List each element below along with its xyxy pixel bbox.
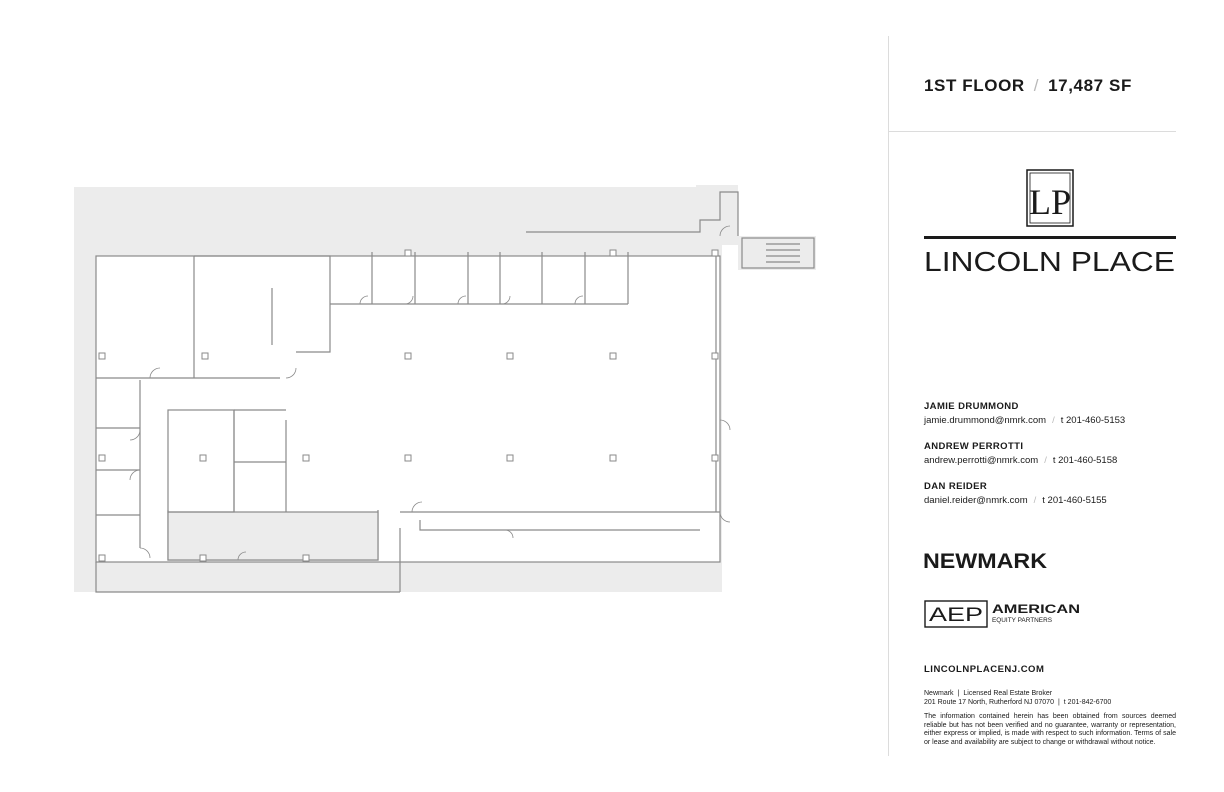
heading-divider: [888, 131, 1176, 132]
contact-separator: /: [1044, 455, 1047, 466]
website-link[interactable]: LINCOLNPLACENJ.COM: [924, 664, 1045, 675]
broker-pipe: |: [957, 690, 960, 697]
floor-plan: [60, 180, 830, 610]
newmark-logo: [922, 547, 1052, 573]
contact-separator: /: [1052, 415, 1055, 426]
broker-phone: t 201-842-6700: [1063, 699, 1112, 706]
aep-name-line1: AMERICAN: [992, 602, 1080, 616]
sidebar-divider: [888, 36, 889, 756]
contact-email[interactable]: andrew.perrotti@nmrk.com: [924, 455, 1039, 466]
contact-card: [924, 400, 1184, 428]
disclaimer: The information contained herein has been obtained from sources deemed reliable but has not been verified and no guarantee, warranty or representation, either express or implied, is made with respect to such information. Terms of sale or lease and availability are subject to change or withdrawal without notice.: [924, 713, 1176, 746]
broker-company: Newmark: [924, 690, 954, 697]
aep-mark: AEP: [929, 605, 983, 626]
contact-card: [924, 440, 1184, 468]
lincoln-place-logo: [924, 168, 1176, 278]
floor-label: 1ST FLOOR: [924, 76, 1025, 95]
heading-separator: /: [1033, 76, 1040, 95]
lp-monogram: LP: [1028, 182, 1072, 222]
lincoln-place-name: LINCOLN PLACE: [924, 246, 1175, 277]
broker-license: Licensed Real Estate Broker: [963, 690, 1053, 697]
contact-separator: /: [1033, 495, 1037, 506]
contact-card: [924, 480, 1184, 508]
lp-monogram-icon: [1027, 170, 1073, 226]
broker-info: [924, 689, 1111, 707]
contact-phone: t 201-460-5158: [1052, 455, 1118, 466]
newmark-wordmark: NEWMARK: [923, 550, 1047, 573]
contact-name: DAN REIDER: [924, 481, 988, 492]
floor-heading: [924, 76, 1132, 96]
contact-name: ANDREW PERROTTI: [924, 441, 1024, 452]
broker-address: 201 Route 17 North, Rutherford NJ 07070: [924, 699, 1054, 706]
logo-rule: [924, 236, 1176, 239]
broker-pipe: |: [1057, 699, 1060, 706]
aep-name-line2: EQUITY PARTNERS: [992, 618, 1052, 624]
floor-area: 17,487 SF: [1048, 76, 1132, 95]
aep-logo: [924, 600, 1084, 628]
contact-phone: t 201-460-5155: [1042, 495, 1107, 506]
contact-email[interactable]: jamie.drummond@nmrk.com: [924, 415, 1047, 426]
contact-phone: t 201-460-5153: [1060, 415, 1126, 426]
contact-email[interactable]: daniel.reider@nmrk.com: [924, 495, 1028, 506]
contact-name: JAMIE DRUMMOND: [924, 401, 1019, 412]
contacts-list: [924, 400, 1184, 520]
